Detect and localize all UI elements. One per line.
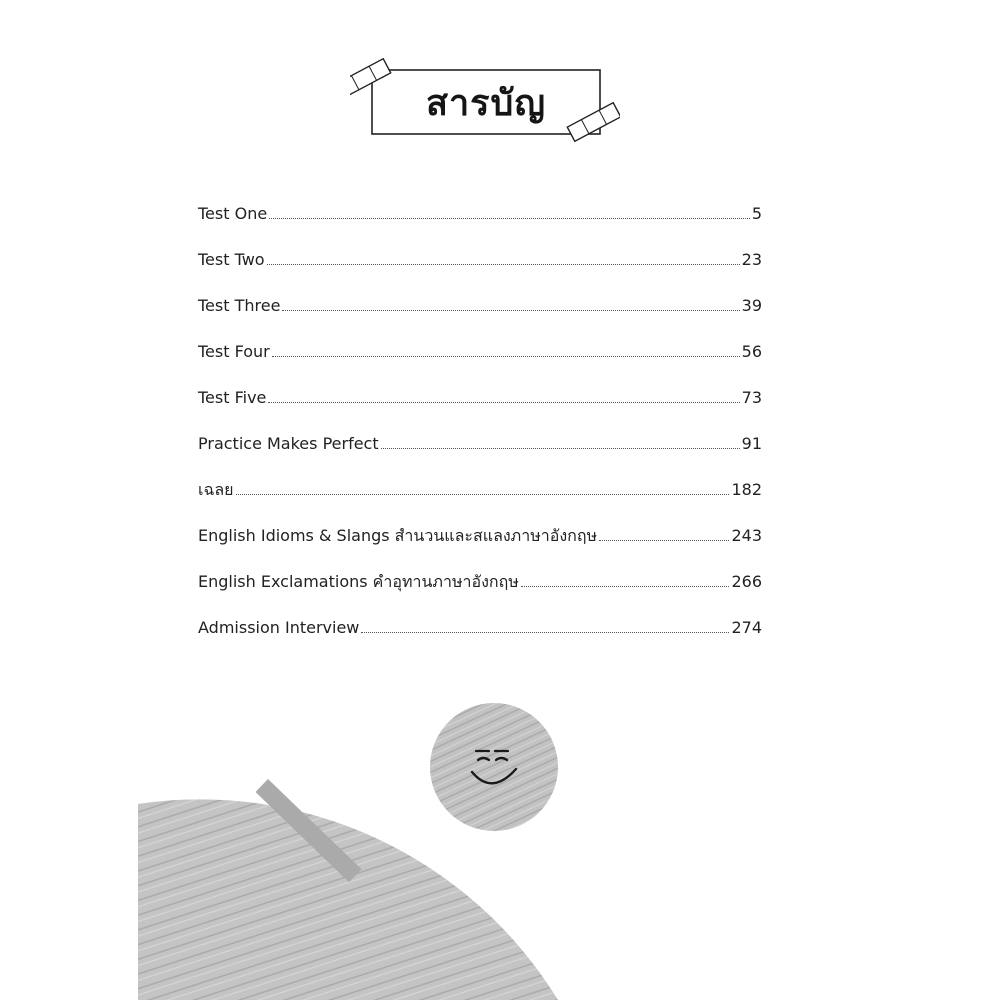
toc-entry-label: Test Four [198, 342, 270, 361]
toc-entry-label: English Idioms & Slangs สำนวนและสแลงภาษาอังกฤษ [198, 526, 598, 545]
toc-entry-label: Test Five [198, 388, 267, 407]
toc-entry-label: Test One [198, 204, 268, 223]
toc-entry-page: 39 [741, 296, 762, 315]
toc-entry-page: 5 [751, 204, 762, 223]
toc-entry-page: 56 [741, 342, 762, 361]
toc-entry-page: 23 [741, 250, 762, 269]
toc-entry-page: 73 [741, 388, 762, 407]
toc-entry-label: เฉลย [198, 480, 234, 499]
toc-entry-label: Admission Interview [198, 618, 360, 637]
toc-entry-page: 243 [731, 526, 762, 545]
toc-entry-label: Test Two [198, 250, 265, 269]
toc-entry-page: 274 [731, 618, 762, 637]
smiling-face-icon [430, 703, 558, 831]
toc-entry-page: 182 [731, 480, 762, 499]
toc-entry-label: Practice Makes Perfect [198, 434, 379, 453]
toc-entry-label: English Exclamations คำอุทานภาษาอังกฤษ [198, 572, 519, 591]
toc-entry-label: Test Three [198, 296, 281, 315]
toc-entry-page: 266 [731, 572, 762, 591]
toc-entry-page: 91 [741, 434, 762, 453]
page-title: สารบัญ [425, 82, 547, 124]
